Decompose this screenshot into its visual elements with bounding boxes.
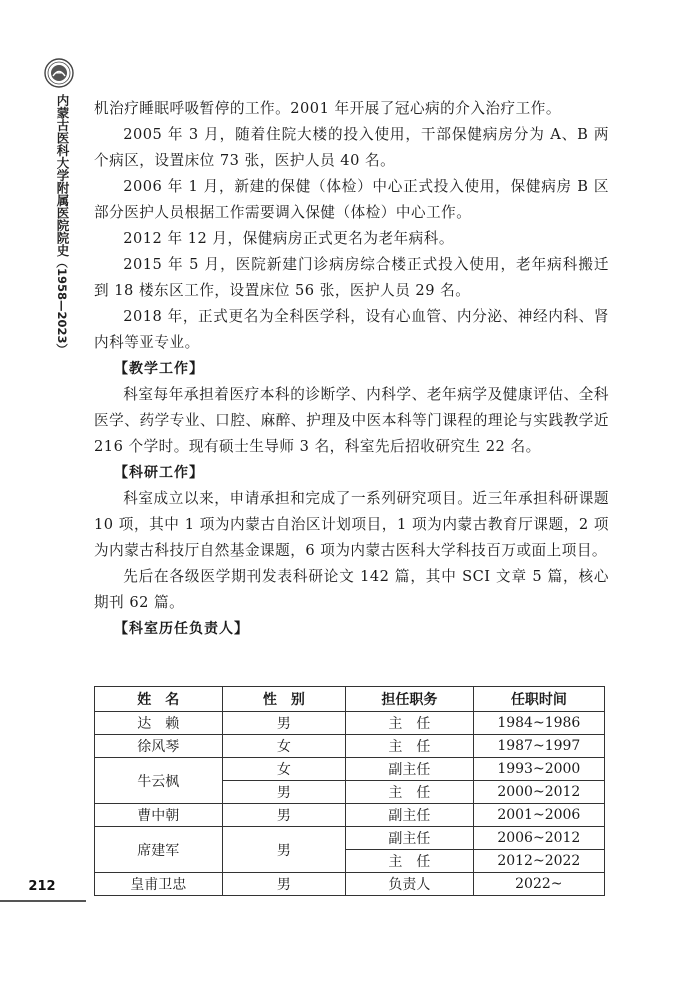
paragraph: 机治疗睡眠呼吸暂停的工作。2001 年开展了冠心病的介入治疗工作。 bbox=[94, 100, 561, 117]
section-heading-leaders: 【科室历任负责人】 bbox=[114, 621, 249, 637]
cell-period: 2022~ bbox=[473, 873, 604, 896]
column-header-gender: 性 别 bbox=[222, 687, 346, 712]
book-years: （1958—2023） bbox=[55, 256, 69, 356]
table-row bbox=[95, 873, 605, 896]
page-sidebar bbox=[0, 0, 86, 983]
column-header-title: 担任职务 bbox=[346, 687, 474, 712]
cell-title: 主 任 bbox=[346, 712, 474, 735]
cell-name: 牛云枫 bbox=[95, 758, 223, 804]
paragraph: 2006 年 1 月，新建的保健（体检）中心正式投入使用，保健病房 B 区部分医护人员根据工作需要调入保健（体检）中心工作。 bbox=[94, 178, 609, 221]
leaders-table bbox=[94, 686, 605, 896]
cell-name: 曹中朝 bbox=[95, 804, 223, 827]
cell-gender: 男 bbox=[222, 781, 346, 804]
table-row bbox=[95, 804, 605, 827]
table-row bbox=[95, 735, 605, 758]
cell-title: 主 任 bbox=[346, 850, 474, 873]
cell-period: 1993~2000 bbox=[473, 758, 604, 781]
table-header-row bbox=[95, 687, 605, 712]
cell-period: 2000~2012 bbox=[473, 781, 604, 804]
cell-gender: 男 bbox=[222, 827, 346, 873]
cell-gender: 男 bbox=[222, 712, 346, 735]
paragraph-teaching: 科室每年承担着医疗本科的诊断学、内科学、老年病学及健康评估、全科医学、药学专业、口腔、麻醉、护理及中医本科等门课程的理论与实践教学近 216 个学时。现有硕士生导师 3 名，科室先后招收研究生 22 名。 bbox=[94, 386, 609, 455]
paragraph: 2012 年 12 月，保健病房正式更名为老年病科。 bbox=[123, 230, 454, 247]
paragraph-research: 科室成立以来，申请承担和完成了一系列研究项目。近三年承担科研课题 10 项，其中 1 项为内蒙古自治区计划项目，1 项为内蒙古教育厅课题，2 项为内蒙古科技厅自然基金课题，6 项为内蒙古医科大学科技百万或面上项目。 bbox=[94, 490, 609, 559]
table-row bbox=[95, 827, 605, 850]
cell-name: 徐风琴 bbox=[95, 735, 223, 758]
column-header-name: 姓 名 bbox=[95, 687, 223, 712]
cell-period: 2012~2022 bbox=[473, 850, 604, 873]
page-number-rule bbox=[0, 900, 86, 902]
paragraph: 2018 年，正式更名为全科医学科，设有心血管、内分泌、神经内科、肾内科等亚专业。 bbox=[94, 308, 609, 351]
page-number: 212 bbox=[28, 879, 56, 894]
cell-gender: 男 bbox=[222, 804, 346, 827]
column-header-period: 任职时间 bbox=[473, 687, 604, 712]
cell-name: 席建军 bbox=[95, 827, 223, 873]
section-heading-teaching: 【教学工作】 bbox=[114, 361, 204, 377]
cell-gender: 女 bbox=[222, 735, 346, 758]
cell-period: 1987~1997 bbox=[473, 735, 604, 758]
table-row bbox=[95, 758, 605, 781]
paragraph: 2015 年 5 月，医院新建门诊病房综合楼正式投入使用，老年病科搬迁到 18 楼东区工作，设置床位 56 张，医护人员 29 名。 bbox=[94, 256, 609, 299]
hospital-logo-icon bbox=[44, 58, 74, 88]
cell-name: 达 赖 bbox=[95, 712, 223, 735]
page-content bbox=[94, 96, 609, 642]
cell-period: 1984~1986 bbox=[473, 712, 604, 735]
section-heading-research: 【科研工作】 bbox=[114, 465, 204, 481]
cell-title: 主 任 bbox=[346, 735, 474, 758]
paragraph-research-papers: 先后在各级医学期刊发表科研论文 142 篇，其中 SCI 文章 5 篇，核心期刊 62 篇。 bbox=[94, 568, 609, 611]
cell-gender: 女 bbox=[222, 758, 346, 781]
cell-title: 副主任 bbox=[346, 804, 474, 827]
cell-title: 主 任 bbox=[346, 781, 474, 804]
cell-period: 2006~2012 bbox=[473, 827, 604, 850]
cell-title: 副主任 bbox=[346, 827, 474, 850]
cell-title: 负责人 bbox=[346, 873, 474, 896]
table-row bbox=[95, 712, 605, 735]
cell-title: 副主任 bbox=[346, 758, 474, 781]
book-title-vertical bbox=[50, 94, 68, 355]
cell-gender: 男 bbox=[222, 873, 346, 896]
paragraph: 2005 年 3 月，随着住院大楼的投入使用，干部保健病房分为 A、B 两个病区，设置床位 73 张，医护人员 40 名。 bbox=[94, 126, 609, 169]
book-title: 内蒙古医科大学附属医院院史 bbox=[55, 94, 70, 257]
cell-period: 2001~2006 bbox=[473, 804, 604, 827]
cell-name: 皇甫卫忠 bbox=[95, 873, 223, 896]
